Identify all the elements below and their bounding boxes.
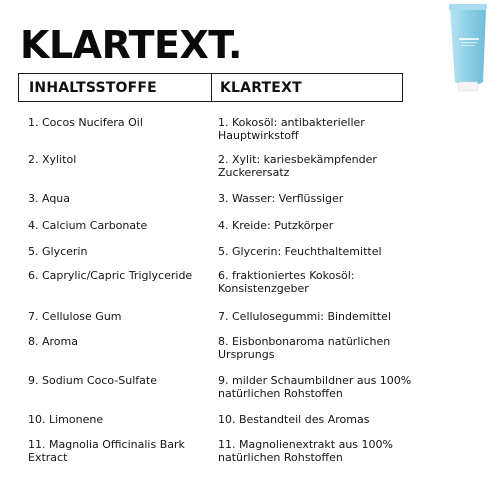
explanation-cell: 3. Wasser: Verflüssiger [218, 192, 344, 205]
ingredient-cell: 6. Caprylic/Capric Triglyceride [28, 269, 193, 282]
explanation-cell: 2. Xylit: kariesbekämpfender Zuckerersatz [218, 153, 377, 179]
ingredient-cell: 2. Xylitol [28, 153, 77, 166]
explanation-cell: 11. Magnolienextrakt aus 100% natürlichen Rohstoffen [218, 438, 393, 464]
ingredient-cell: 3. Aqua [28, 192, 71, 205]
explanation-cell: 1. Kokosöl: antibakterieller Hauptwirkstoff [218, 116, 365, 142]
explanation-cell: 6. fraktioniertes Kokosöl: Konsistenzgeber [218, 269, 355, 295]
explanation-cell: 10. Bestandteil des Aromas [218, 413, 370, 426]
ingredient-cell: 7. Cellulose Gum [28, 310, 122, 323]
page-title: KLARTEXT. [20, 23, 242, 67]
explanation-cell: 5. Glycerin: Feuchthaltemittel [218, 245, 382, 258]
ingredient-cell: 4. Calcium Carbonate [28, 219, 148, 232]
explanation-cell: 4. Kreide: Putzkörper [218, 219, 334, 232]
explanation-cell: 8. Eisbonbonaroma natürlichen Ursprungs [218, 335, 391, 361]
ingredient-cell: 11. Magnolia Officinalis Bark Extract [28, 438, 185, 464]
ingredient-cell: 10. Limonene [28, 413, 104, 426]
ingredient-cell: 1. Cocos Nucifera Oil [28, 116, 143, 129]
ingredient-cell: 5. Glycerin [28, 245, 88, 258]
explanation-cell: 7. Cellulosegummi: Bindemittel [218, 310, 391, 323]
header-klartext: KLARTEXT [220, 80, 302, 96]
ingredient-cell: 9. Sodium Coco-Sulfate [28, 374, 157, 387]
explanation-cell: 9. milder Schaumbildner aus 100% natürlichen Rohstoffen [218, 374, 412, 400]
ingredient-cell: 8. Aroma [28, 335, 78, 348]
header-ingredients: INHALTSSTOFFE [19, 74, 212, 101]
